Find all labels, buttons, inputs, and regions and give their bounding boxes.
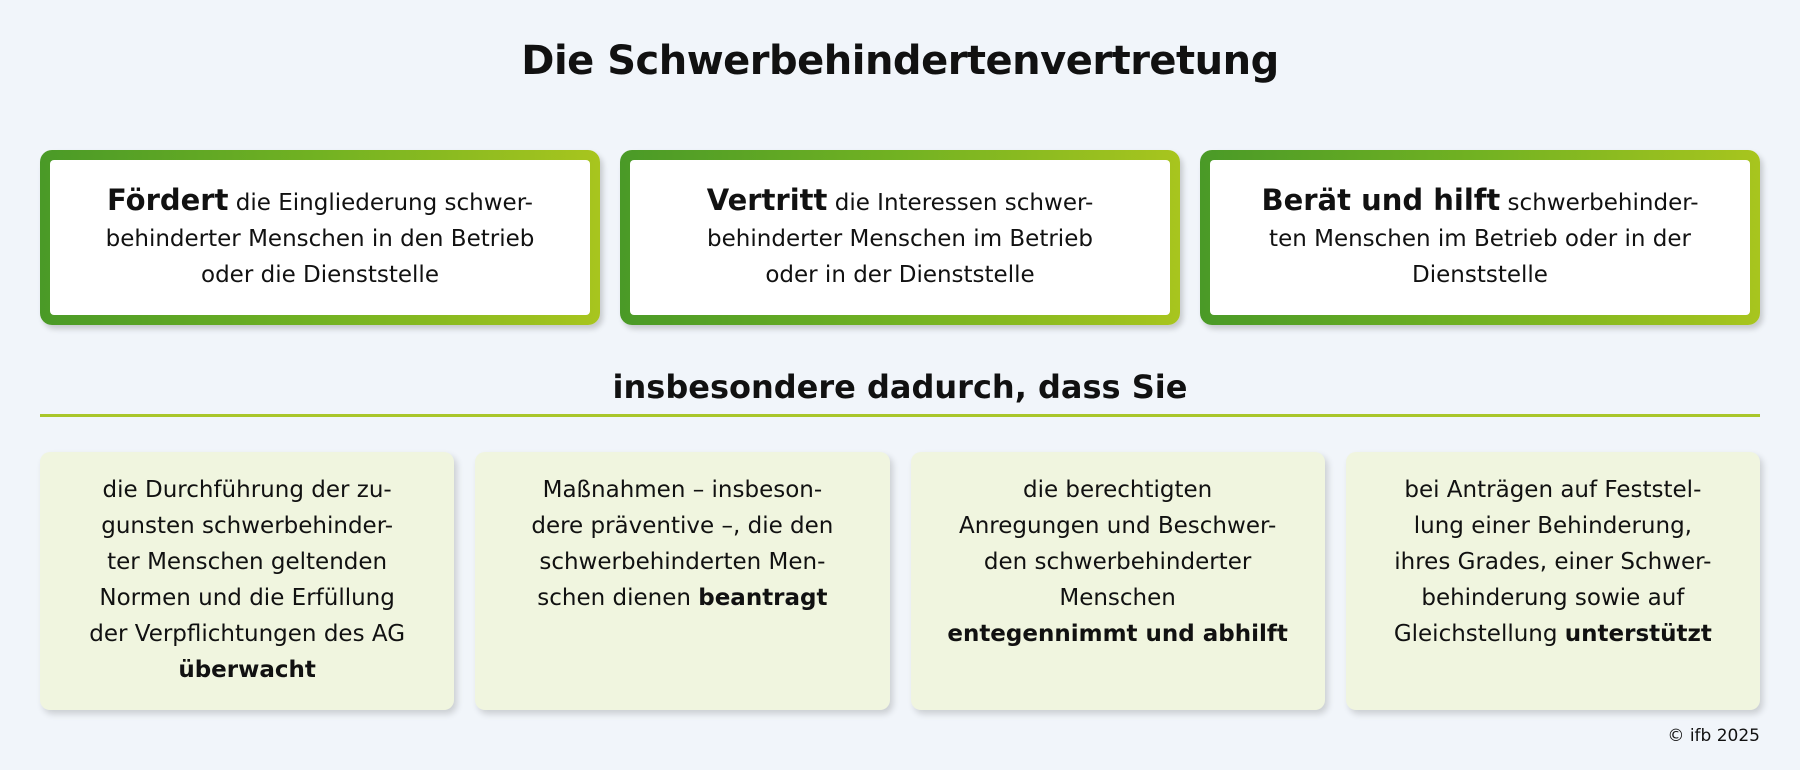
task-keyword: überwacht (178, 657, 316, 683)
copyright-notice: © ifb 2025 (1667, 726, 1760, 746)
tasks-row (40, 452, 1760, 710)
task-keyword: beantragt (698, 585, 828, 611)
function-text: die Interessen schwer- behinderter Menschen im Betrieb oder in der Dienststelle (707, 190, 1094, 288)
function-card-beraet (1200, 150, 1760, 325)
function-text: die Eingliederung schwer- behinderter Menschen in den Betrieb oder die Dienststelle (105, 190, 535, 288)
task-keyword: entegennimmt und abhilft (947, 621, 1288, 647)
function-card-body (50, 160, 590, 315)
function-card-body (630, 160, 1170, 315)
task-text: bei Anträgen auf Feststel- lung einer Behinderung, ihres Grades, einer Schwer- behinderung sowie auf Gleichstellung (1393, 477, 1712, 647)
section-subtitle: insbesondere dadurch, dass Sie (612, 368, 1188, 406)
function-keyword: Berät und hilft (1261, 183, 1501, 217)
function-card-vertritt (620, 150, 1180, 325)
task-card-ueberwacht (40, 452, 454, 710)
page-title: Die Schwerbehindertenvertretung (521, 38, 1279, 84)
task-card-unterstuetzt (1346, 452, 1760, 710)
functions-row (40, 150, 1760, 325)
task-card-abhilft (911, 452, 1325, 710)
function-card-foerdert (40, 150, 600, 325)
function-keyword: Vertritt (706, 183, 828, 217)
task-text: die berechtigten Anregungen und Beschwer- den schwerbehinderter Menschen (959, 477, 1277, 611)
task-card-beantragt (475, 452, 889, 710)
function-text: schwerbehinder- ten Menschen im Betrieb oder in der Dienststelle (1269, 190, 1699, 288)
task-text: Maßnahmen – insbeson- dere präventive –, die den schwerbehinderten Men- schen dienen (531, 477, 834, 611)
task-keyword: unterstützt (1564, 621, 1712, 647)
task-text: die Durchführung der zu- gunsten schwerbehinder- ter Menschen geltenden Normen und die Erfüllung der Verpflichtungen des AG (89, 477, 406, 647)
function-card-body (1210, 160, 1750, 315)
divider-line (40, 414, 1760, 417)
function-keyword: Fördert (107, 183, 229, 217)
